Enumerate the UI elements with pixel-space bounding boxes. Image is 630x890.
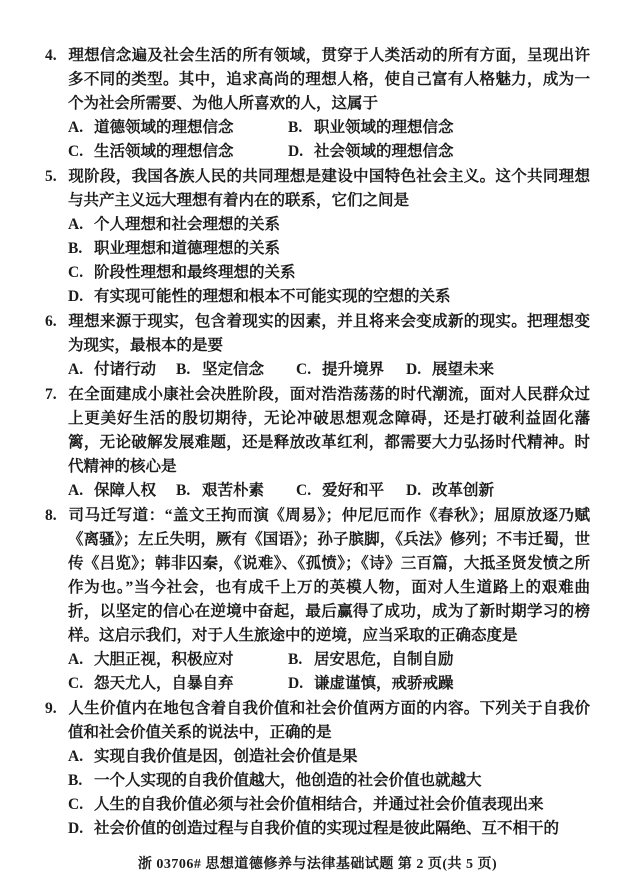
question-4-options xyxy=(68,116,590,164)
option-8-b xyxy=(288,648,590,672)
question-4-stem xyxy=(45,44,590,116)
option-9-a xyxy=(68,745,590,769)
question-6-stem xyxy=(45,310,590,358)
question-7-stem xyxy=(45,383,590,479)
option-8-c xyxy=(68,672,288,696)
option-9-c-label: C. xyxy=(68,796,84,813)
option-4-b xyxy=(288,116,590,140)
option-4-c xyxy=(68,140,288,164)
option-4-c-label: C. xyxy=(68,143,84,160)
option-4-c-text: 生活领域的理想信念 xyxy=(94,143,234,160)
option-9-d-label: D. xyxy=(68,820,84,837)
option-9-b xyxy=(68,769,590,793)
option-9-b-text: 一个人实现的自我价值越大，他创造的社会价值也就越大 xyxy=(94,772,482,789)
option-4-d-label: D. xyxy=(288,143,304,160)
question-8-options xyxy=(68,648,590,696)
question-9 xyxy=(45,697,590,841)
question-9-number: 9. xyxy=(45,700,57,717)
question-7 xyxy=(45,383,590,503)
option-5-d-label: D. xyxy=(68,288,84,305)
option-7-a xyxy=(68,479,176,503)
option-6-a-text: 付诸行动 xyxy=(94,361,157,378)
option-6-d xyxy=(406,358,590,382)
question-5-options xyxy=(68,213,590,309)
option-6-d-text: 展望未来 xyxy=(432,361,495,378)
option-7-c-text: 爱好和平 xyxy=(322,482,385,499)
option-5-c-label: C. xyxy=(68,264,84,281)
option-7-b-text: 艰苦朴素 xyxy=(202,482,265,499)
option-5-b-text: 职业理想和道德理想的关系 xyxy=(94,240,281,257)
option-8-a xyxy=(68,648,288,672)
question-6-stem-text: 理想来源于现实，包含着现实的因素，并且将来会变成新的现实。把理想变为现实，最根本的是要 xyxy=(68,313,590,354)
option-7-b xyxy=(176,479,296,503)
option-9-b-label: B. xyxy=(68,772,83,789)
option-6-b xyxy=(176,358,296,382)
question-6-options xyxy=(68,358,590,382)
option-8-b-text: 居安思危，自制自励 xyxy=(314,651,454,668)
question-5-stem-text: 现阶段，我国各族人民的共同理想是建设中国特色社会主义。这个共同理想与共产主义远大理想有着内在的联系，它们之间是 xyxy=(68,168,590,209)
option-9-d-text: 社会价值的创造过程与自我价值的实现过程是彼此隔绝、互不相干的 xyxy=(94,820,560,837)
option-8-d xyxy=(288,672,590,696)
page-footer: 浙 03706# 思想道德修养与法律基础试题 第 2 页(共 5 页) xyxy=(137,857,498,872)
question-4-number: 4. xyxy=(45,47,57,64)
question-7-stem-text: 在全面建成小康社会决胜阶段，面对浩浩荡荡的时代潮流，面对人民群众过上更美好生活的殷切期待，无论冲破思想观念障碍，还是打破利益固化藩篱，无论破解发展难题，还是释放改革红利，都需要大力弘扬时代精神。时代精神的核心是 xyxy=(68,386,590,475)
option-8-d-label: D. xyxy=(288,675,304,692)
question-9-options xyxy=(68,745,590,841)
option-4-d xyxy=(288,140,590,164)
option-4-d-text: 社会领域的理想信念 xyxy=(314,143,454,160)
question-9-stem xyxy=(45,697,590,745)
question-8-stem-text: 司马迁写道：“盖文王拘而演《周易》；仲尼厄而作《春秋》；屈原放逐乃赋《离骚》；左丘失明，厥有《国语》；孙子膑脚，《兵法》修列；不韦迁蜀，世传《吕览》；韩非囚秦，《说难》、《孤愤》；《诗》三百篇，大抵圣贤发愤之所作为也。”当今社会，也有成千上万的英模人物，面对人生道路上的艰难曲折，以坚定的信心在逆境中奋起，最后赢得了成功，成为了新时期学习的榜样。这启示我们，对于人生旅途中的逆境，应当采取的正确态度是 xyxy=(68,507,590,644)
question-8-stem xyxy=(45,504,590,648)
option-6-c xyxy=(296,358,406,382)
option-5-a-text: 个人理想和社会理想的关系 xyxy=(94,216,281,233)
option-5-a-label: A. xyxy=(68,216,84,233)
option-4-a-label: A. xyxy=(68,119,84,136)
option-5-b xyxy=(68,237,590,261)
option-7-a-text: 保障人权 xyxy=(94,482,157,499)
option-9-a-label: A. xyxy=(68,748,84,765)
option-9-a-text: 实现自我价值是因，创造社会价值是果 xyxy=(94,748,358,765)
option-7-a-label: A. xyxy=(68,482,84,499)
option-5-c xyxy=(68,261,590,285)
option-5-c-text: 阶段性理想和最终理想的关系 xyxy=(94,264,296,281)
option-6-b-text: 坚定信念 xyxy=(202,361,265,378)
option-6-b-label: B. xyxy=(176,361,191,378)
question-4 xyxy=(45,44,590,164)
option-8-c-text: 怨天尤人，自暴自弃 xyxy=(94,675,234,692)
option-5-a xyxy=(68,213,590,237)
option-6-d-label: D. xyxy=(406,361,422,378)
question-9-stem-text: 人生价值内在地包含着自我价值和社会价值两方面的内容。下列关于自我价值和社会价值关系的说法中，正确的是 xyxy=(68,700,590,741)
option-4-a-text: 道德领域的理想信念 xyxy=(94,119,234,136)
option-9-d xyxy=(68,817,590,841)
option-9-c-text: 人生的自我价值必须与社会价值相结合，并通过社会价值表现出来 xyxy=(94,796,544,813)
option-7-c xyxy=(296,479,406,503)
question-5-stem xyxy=(45,165,590,213)
option-4-b-text: 职业领域的理想信念 xyxy=(314,119,454,136)
option-8-a-label: A. xyxy=(68,651,84,668)
option-8-b-label: B. xyxy=(288,651,303,668)
option-7-d xyxy=(406,479,590,503)
option-7-d-label: D. xyxy=(406,482,422,499)
option-7-d-text: 改革创新 xyxy=(432,482,495,499)
option-6-a xyxy=(68,358,176,382)
question-4-stem-text: 理想信念遍及社会生活的所有领域，贯穿于人类活动的所有方面，呈现出许多不同的类型。其中，追求高尚的理想人格，使自己富有人格魅力，成为一个为社会所需要、为他人所喜欢的人，这属于 xyxy=(68,47,590,112)
question-5-number: 5. xyxy=(45,168,57,185)
option-8-c-label: C. xyxy=(68,675,84,692)
question-6 xyxy=(45,310,590,382)
option-9-c xyxy=(68,793,590,817)
question-6-number: 6. xyxy=(45,313,57,330)
option-7-b-label: B. xyxy=(176,482,191,499)
option-6-c-text: 提升境界 xyxy=(322,361,385,378)
option-7-c-label: C. xyxy=(296,482,312,499)
option-5-b-label: B. xyxy=(68,240,83,257)
question-7-number: 7. xyxy=(45,386,57,403)
option-5-d-text: 有实现可能性的理想和根本不可能实现的空想的关系 xyxy=(94,288,451,305)
question-5 xyxy=(45,165,590,309)
option-4-a xyxy=(68,116,288,140)
question-8 xyxy=(45,504,590,696)
option-8-d-text: 谦虚谨慎，戒骄戒躁 xyxy=(314,675,454,692)
question-8-number: 8. xyxy=(45,507,57,524)
option-8-a-text: 大胆正视，积极应对 xyxy=(94,651,234,668)
option-6-c-label: C. xyxy=(296,361,312,378)
option-4-b-label: B. xyxy=(288,119,303,136)
question-7-options xyxy=(68,479,590,503)
option-6-a-label: A. xyxy=(68,361,84,378)
option-5-d xyxy=(68,285,590,309)
